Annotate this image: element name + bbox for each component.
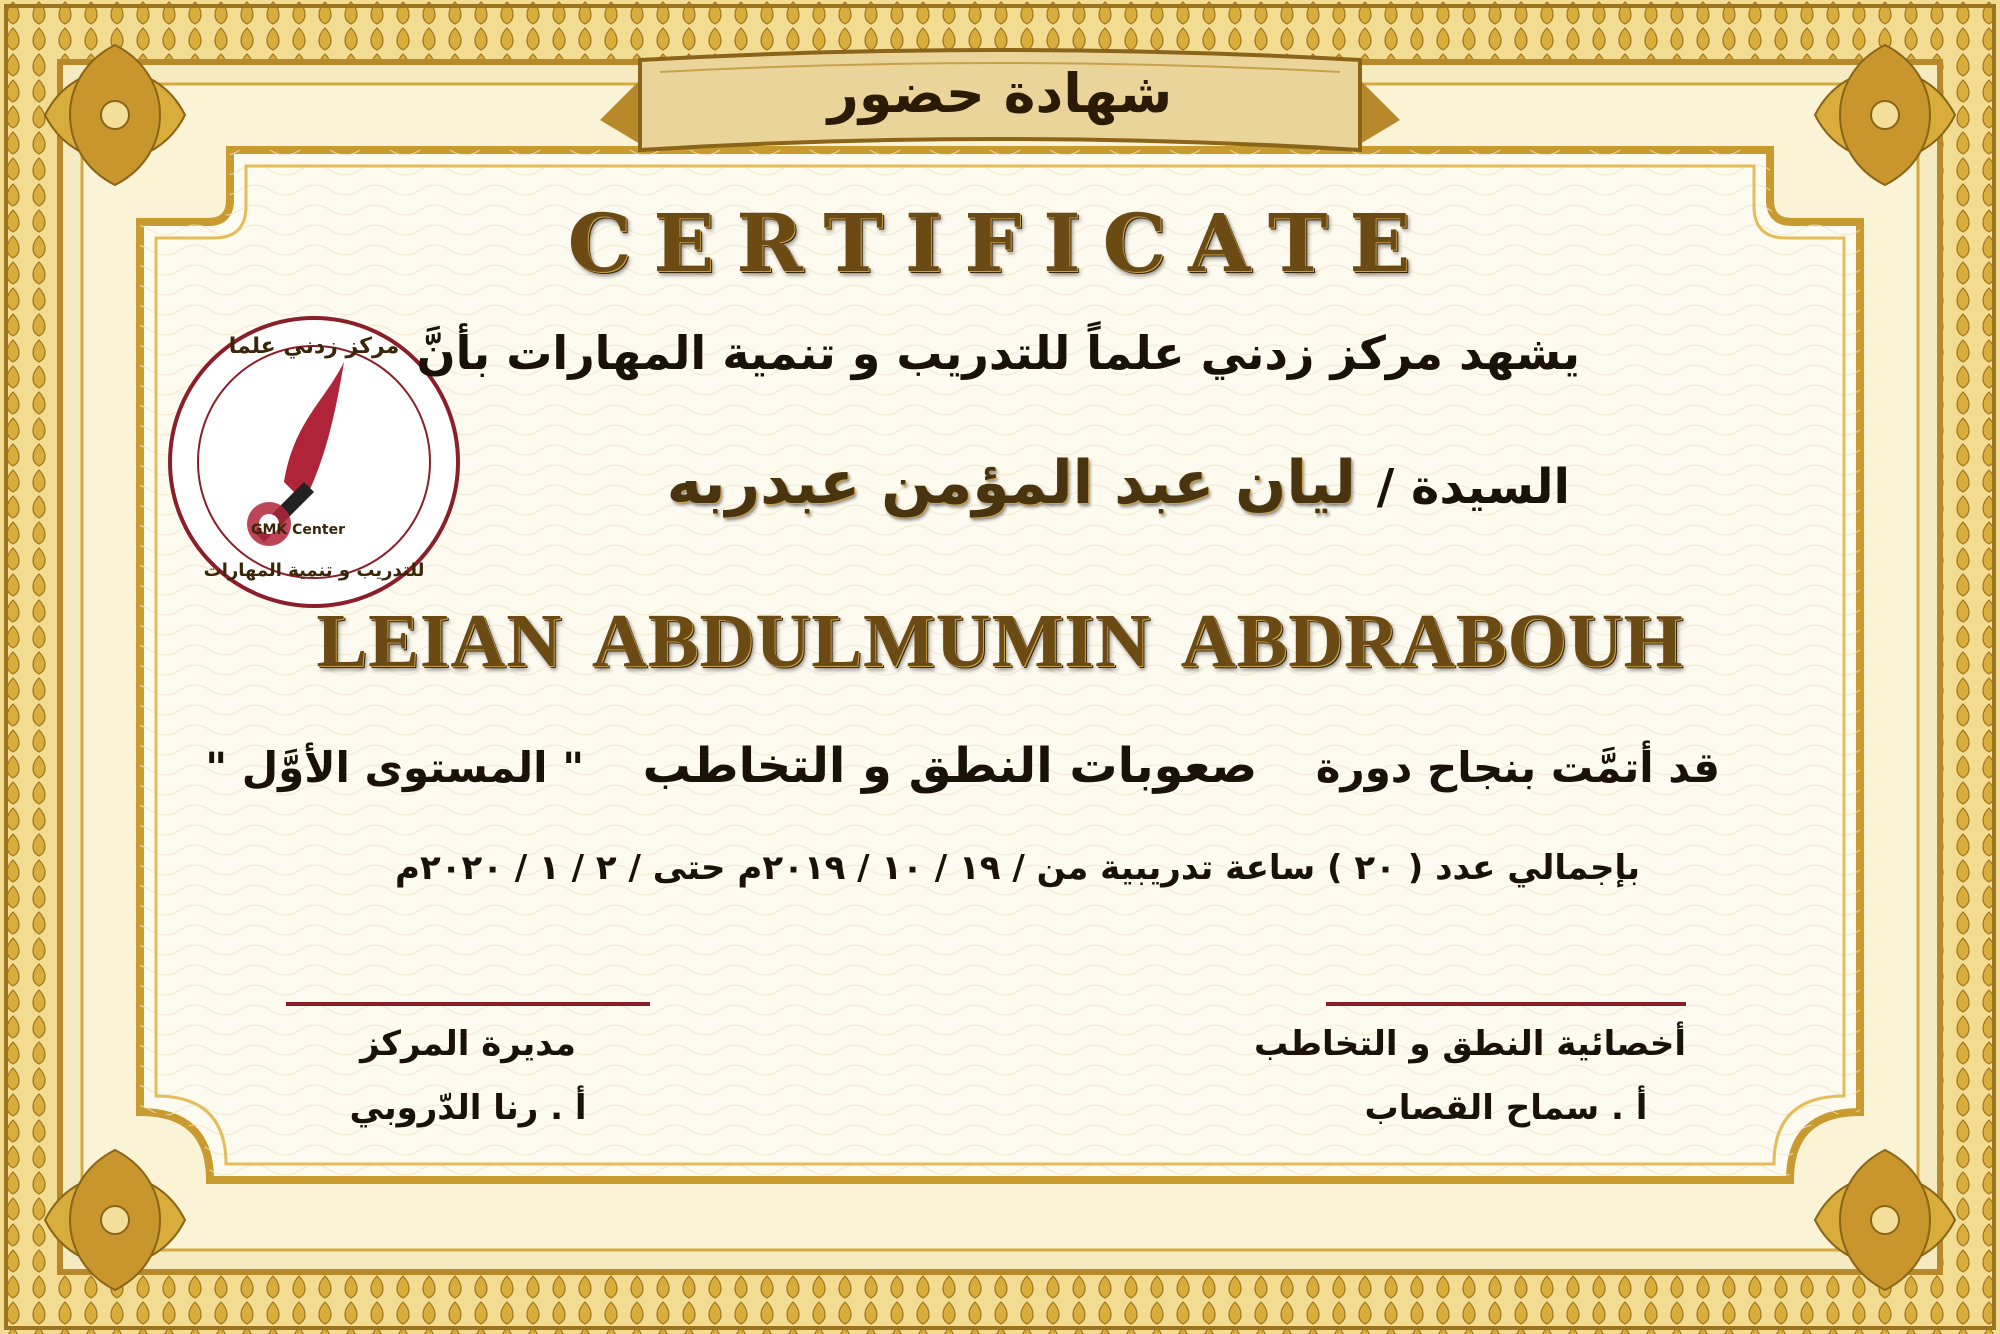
signature-role: أخصائية النطق و التخاطب	[1254, 1024, 1686, 1064]
logo-ring-text-top: مركز زدني علما	[228, 334, 400, 359]
course-name: صعوبات النطق و التخاطب	[642, 738, 1258, 794]
signature-line	[1326, 1002, 1686, 1006]
signature-line	[286, 1002, 650, 1006]
signature-block-specialist	[1254, 1002, 1686, 1128]
signature-block-director	[286, 1002, 650, 1128]
recipient-name-english: LEIAN ABDULMUMIN ABDRABOUH	[316, 599, 1684, 683]
recipient-name-arabic: ليان عبد المؤمن عبدربه	[666, 448, 1356, 518]
course-prefix: قد أتمَّت بنجاح دورة	[1315, 743, 1720, 792]
hours-line: بإجمالي عدد ( ٢٠ ) ساعة تدريبية من / ١٩ / ١٠ / ٢٠١٩م حتى / ٢ / ١ / ٢٠٢٠م	[395, 848, 1640, 888]
signature-name: أ . سماح القصاب	[1364, 1088, 1648, 1128]
title-arabic: شهادة حضور	[827, 62, 1173, 125]
name-prefix: السيدة /	[1376, 459, 1570, 515]
signature-role: مديرة المركز	[360, 1024, 576, 1064]
course-line	[205, 738, 1720, 794]
signature-name: أ . رنا الدّروبي	[349, 1088, 587, 1128]
course-level: " المستوى الأوَّل "	[205, 743, 585, 792]
title-english: CERTIFICATE	[567, 196, 1433, 290]
logo-center-text: GMK Center	[251, 522, 345, 538]
logo-ring-text-bottom: للتدريب و تنمية المهارات	[203, 560, 425, 581]
intro-text: يشهد مركز زدني علماً للتدريب و تنمية المهارات بأنَّ	[416, 326, 1580, 380]
recipient-name-arabic-line	[560, 448, 1570, 518]
